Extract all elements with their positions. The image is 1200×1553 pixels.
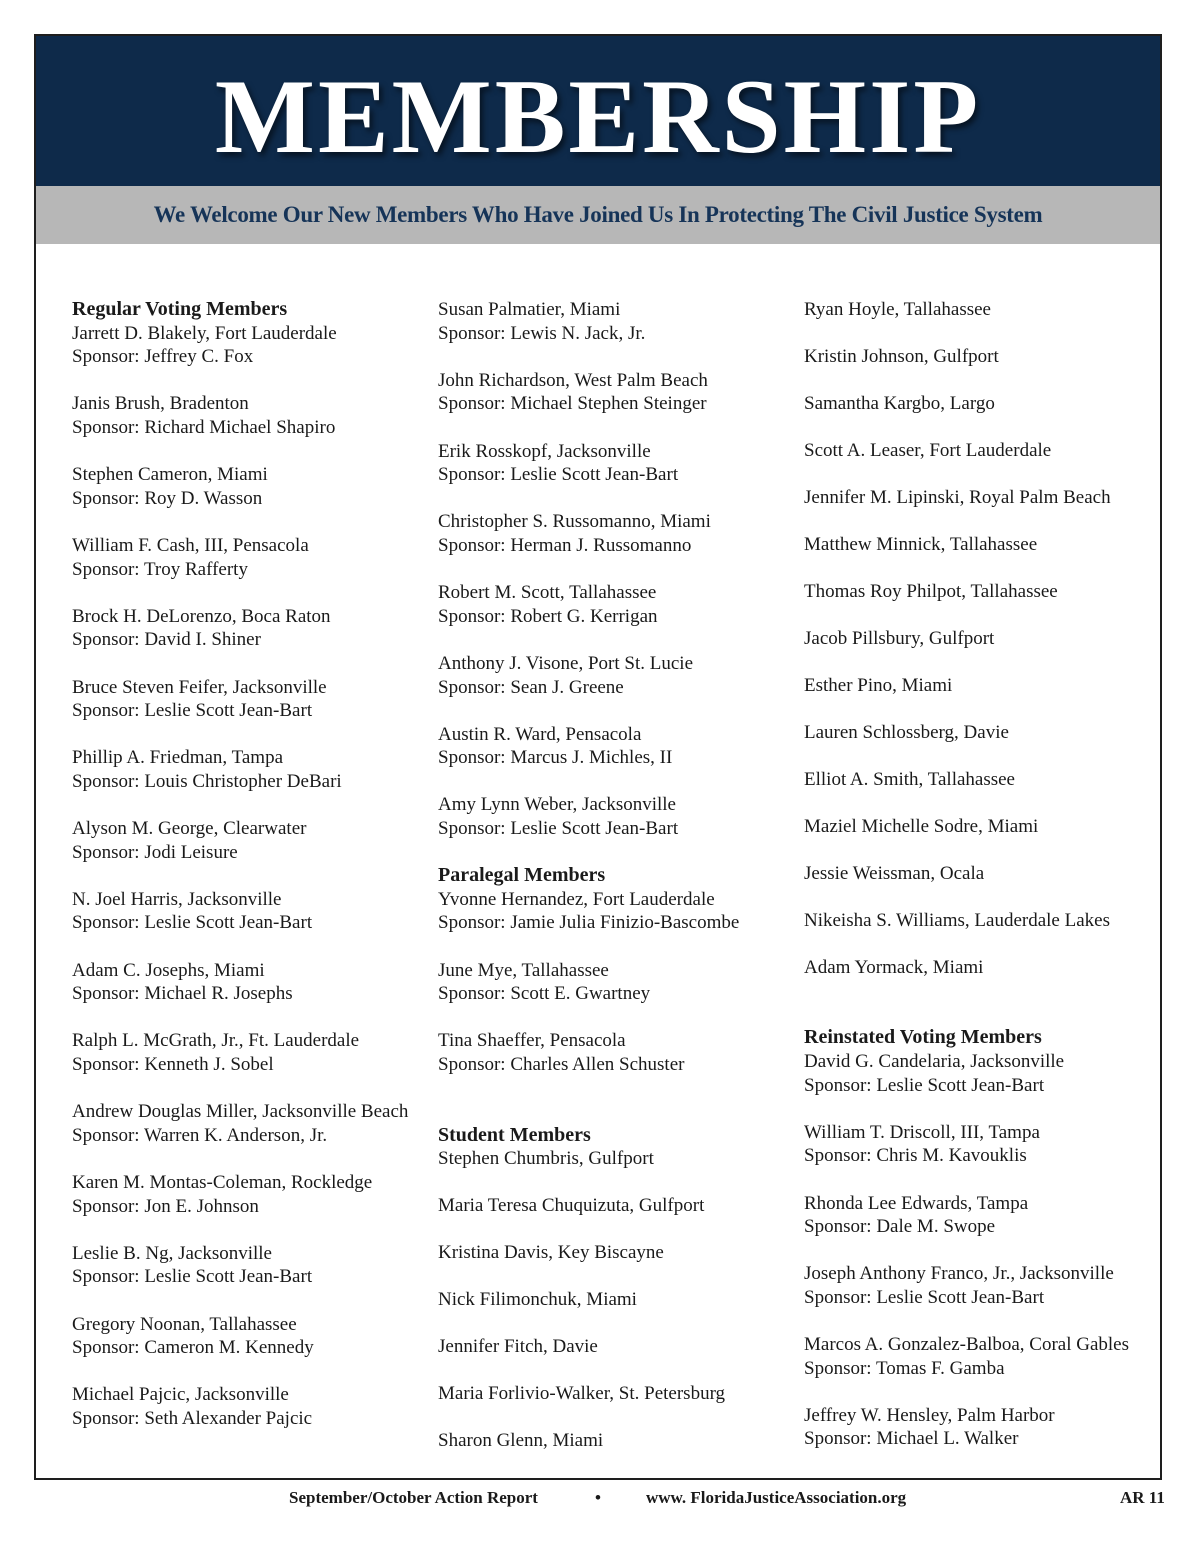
column-2 [438,298,788,1476]
regular-voting-list-continued [438,298,788,841]
member-name: June Mye, Tallahassee [438,959,609,981]
member-entry [438,959,788,1006]
regular-voting-list [72,322,422,1431]
student-member: Jennifer M. Lipinski, Royal Palm Beach [804,486,1111,508]
section-heading-regular-voting: Regular Voting Members [72,298,288,320]
student-member: Scott A. Leaser, Fort Lauderdale [804,439,1052,461]
member-entry [438,510,788,557]
member-entry [72,1029,422,1076]
member-name: Anthony J. Visone, Port St. Lucie [438,652,694,674]
member-sponsor: Sponsor: Lewis N. Jack, Jr. [438,322,646,344]
member-name: Christopher S. Russomanno, Miami [438,511,711,533]
member-sponsor: Sponsor: Leslie Scott Jean-Bart [72,1266,313,1288]
member-name: David G. Candelaria, Jacksonville [804,1050,1065,1072]
page-footer [0,1488,1200,1512]
member-name: Leslie B. Ng, Jacksonville [72,1242,272,1264]
member-sponsor: Sponsor: Kenneth J. Sobel [72,1054,274,1075]
member-entry [804,1404,1154,1451]
member-entry [72,322,422,369]
footer-website: www. FloridaJusticeAssociation.org [646,1488,907,1507]
member-entry [72,676,422,723]
member-sponsor: Sponsor: Seth Alexander Pajcic [72,1407,313,1429]
member-name: Susan Palmatier, Miami [438,299,621,320]
member-name: Erik Rosskopf, Jacksonville [438,440,651,462]
member-entry [438,1029,788,1076]
member-entry [438,793,788,840]
member-name: Jarrett D. Blakely, Fort Lauderdale [72,322,337,344]
member-name: Brock H. DeLorenzo, Boca Raton [72,605,331,627]
member-entry [438,581,788,628]
member-entry [438,888,788,935]
student-member: Jessie Weissman, Ocala [804,862,985,884]
member-entry [804,1050,1154,1097]
student-member: Nikeisha S. Williams, Lauderdale Lakes [804,909,1110,931]
section-heading-reinstated: Reinstated Voting Members [804,1026,1042,1049]
member-sponsor: Sponsor: Leslie Scott Jean-Bart [804,1286,1045,1308]
member-sponsor: Sponsor: Herman J. Russomanno [438,534,692,556]
member-entry [438,652,788,699]
member-name: Stephen Cameron, Miami [72,464,268,486]
member-entry [72,1100,422,1147]
student-member: Maziel Michelle Sodre, Miami [804,815,1039,837]
member-sponsor: Sponsor: Jamie Julia Finizio-Bascombe [438,912,740,934]
member-sponsor: Sponsor: Marcus J. Michles, II [438,747,673,769]
student-member: Stephen Chumbris, Gulfport [438,1148,654,1170]
member-name: Alyson M. George, Clearwater [72,818,307,840]
member-sponsor: Sponsor: Jon E. Johnson [72,1195,259,1217]
student-member: Jennifer Fitch, Davie [438,1336,598,1358]
student-member: Kristin Johnson, Gulfport [804,345,999,367]
page-subtitle: We Welcome Our New Members Who Have Joined Us In Protecting The Civil Justice System [153,202,1043,227]
student-member: Thomas Roy Philpot, Tallahassee [804,580,1058,602]
column-1 [72,298,422,1454]
student-member: Samantha Kargbo, Largo [804,392,995,414]
member-name: Andrew Douglas Miller, Jacksonville Beach [72,1101,409,1123]
member-entry [804,1192,1154,1239]
member-sponsor: Sponsor: Leslie Scott Jean-Bart [804,1074,1045,1096]
footer-bullet: • [595,1488,601,1507]
student-member: Esther Pino, Miami [804,674,953,696]
member-entry [438,298,788,345]
page-frame [34,34,1162,1480]
member-entry [804,1333,1154,1380]
member-name: John Richardson, West Palm Beach [438,369,708,391]
member-entry [72,959,422,1006]
member-entry [438,369,788,416]
member-name: Joseph Anthony Franco, Jr., Jacksonville [804,1263,1114,1285]
member-name: Robert M. Scott, Tallahassee [438,582,657,604]
member-name: Austin R. Ward, Pensacola [438,723,642,745]
member-entry [72,746,422,793]
member-entry [804,1262,1154,1309]
member-sponsor: Sponsor: Warren K. Anderson, Jr. [72,1124,328,1146]
member-sponsor: Sponsor: Michael Stephen Steinger [438,393,707,415]
member-entry [72,1313,422,1360]
member-sponsor: Sponsor: Leslie Scott Jean-Bart [72,912,313,934]
subtitle-bar [36,186,1160,244]
member-sponsor: Sponsor: Leslie Scott Jean-Bart [72,700,313,722]
student-member: Sharon Glenn, Miami [438,1430,604,1452]
member-sponsor: Sponsor: Louis Christopher DeBari [72,770,342,792]
member-sponsor: Sponsor: Jodi Leisure [72,841,238,863]
member-sponsor: Sponsor: David I. Shiner [72,629,261,651]
member-name: Adam C. Josephs, Miami [72,959,265,981]
member-sponsor: Sponsor: Jeffrey C. Fox [72,346,254,368]
member-entry [72,392,422,439]
member-name: N. Joel Harris, Jacksonville [72,888,282,910]
member-entry [72,1171,422,1218]
member-name: Rhonda Lee Edwards, Tampa [804,1192,1029,1214]
member-name: Bruce Steven Feifer, Jacksonville [72,676,327,698]
member-name: Gregory Noonan, Tallahassee [72,1313,297,1335]
student-member: Maria Forlivio-Walker, St. Petersburg [438,1383,726,1405]
member-name: Amy Lynn Weber, Jacksonville [438,794,676,816]
column-3 [804,298,1154,1475]
member-entry [72,1383,422,1430]
member-sponsor: Sponsor: Dale M. Swope [804,1216,996,1238]
member-name: William T. Driscoll, III, Tampa [804,1121,1040,1143]
section-heading-paralegal: Paralegal Members [438,864,606,887]
reinstated-list [804,1050,1154,1451]
student-member: Ryan Hoyle, Tallahassee [804,299,991,320]
member-entry [804,1121,1154,1168]
student-member: Kristina Davis, Key Biscayne [438,1242,664,1264]
paralegal-list [438,888,788,1077]
member-sponsor: Sponsor: Tomas F. Gamba [804,1357,1005,1379]
member-name: Yvonne Hernandez, Fort Lauderdale [438,888,715,910]
member-sponsor: Sponsor: Roy D. Wasson [72,487,263,509]
member-name: Marcos A. Gonzalez-Balboa, Coral Gables [804,1334,1130,1356]
section-heading-student: Student Members [438,1123,591,1146]
footer-page-number: AR 11 [1120,1488,1165,1507]
member-entry [72,463,422,510]
member-sponsor: Sponsor: Cameron M. Kennedy [72,1337,314,1359]
student-member: Adam Yormack, Miami [804,956,984,978]
member-sponsor: Sponsor: Sean J. Greene [438,676,624,698]
member-entry [438,723,788,770]
footer-report-name: September/October Action Report [289,1488,538,1507]
student-member: Maria Teresa Chuquizuta, Gulfport [438,1195,705,1217]
member-sponsor: Sponsor: Robert G. Kerrigan [438,605,658,627]
member-name: Michael Pajcic, Jacksonville [72,1384,289,1406]
member-sponsor: Sponsor: Michael R. Josephs [72,983,293,1005]
student-member: Lauren Schlossberg, Davie [804,721,1009,743]
member-name: Ralph L. McGrath, Jr., Ft. Lauderdale [72,1030,360,1052]
member-sponsor: Sponsor: Leslie Scott Jean-Bart [438,464,679,486]
member-name: Phillip A. Friedman, Tampa [72,747,284,769]
member-sponsor: Sponsor: Richard Michael Shapiro [72,416,336,438]
member-entry [72,605,422,652]
student-list [438,1147,788,1453]
member-entry [72,817,422,864]
title-banner [36,36,1160,186]
member-sponsor: Sponsor: Charles Allen Schuster [438,1054,685,1075]
member-entry [438,440,788,487]
member-entry [72,534,422,581]
student-member: Elliot A. Smith, Tallahassee [804,768,1015,790]
member-name: Karen M. Montas-Coleman, Rockledge [72,1171,373,1193]
member-name: Tina Shaeffer, Pensacola [438,1030,626,1052]
student-member: Matthew Minnick, Tallahassee [804,533,1038,555]
member-sponsor: Sponsor: Chris M. Kavouklis [804,1145,1027,1167]
student-list-continued [804,298,1154,979]
member-sponsor: Sponsor: Michael L. Walker [804,1428,1019,1450]
member-entry [72,1242,422,1289]
member-name: William F. Cash, III, Pensacola [72,534,309,556]
member-sponsor: Sponsor: Troy Rafferty [72,558,248,580]
member-entry [72,888,422,935]
student-member: Nick Filimonchuk, Miami [438,1289,637,1311]
member-name: Jeffrey W. Hensley, Palm Harbor [804,1404,1055,1426]
page-title: MEMBERSHIP [214,58,982,175]
member-sponsor: Sponsor: Scott E. Gwartney [438,983,651,1005]
member-sponsor: Sponsor: Leslie Scott Jean-Bart [438,818,679,840]
student-member: Jacob Pillsbury, Gulfport [804,627,995,649]
member-name: Janis Brush, Bradenton [72,393,249,415]
